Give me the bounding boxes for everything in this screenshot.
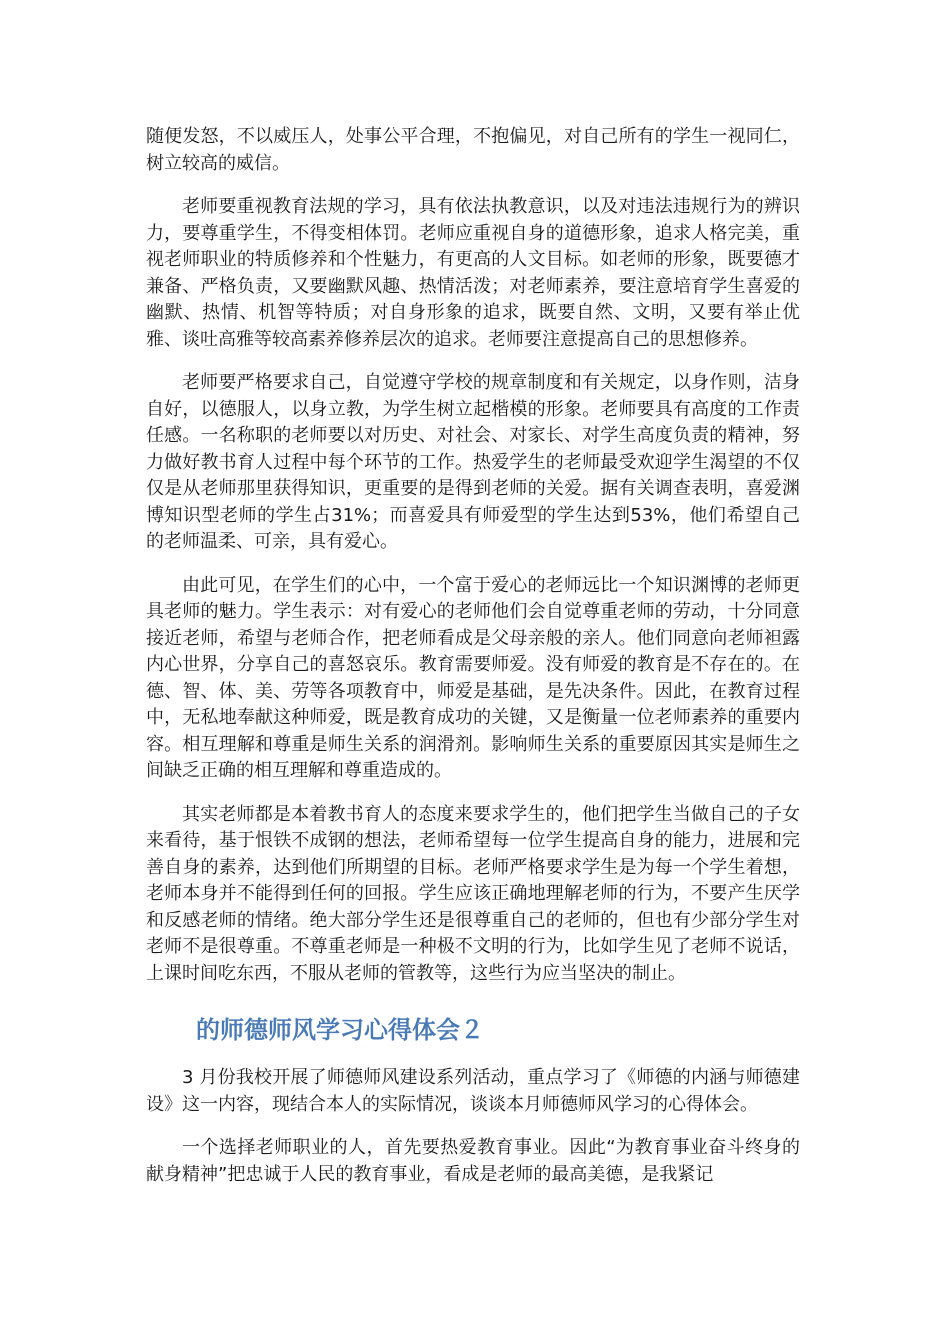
paragraph-continued: 随便发怒，不以威压人，处事公平合理，不抱偏见，对自己所有的学生一视同仁，树立较高的威信。 xyxy=(146,126,800,174)
document-body xyxy=(146,124,800,1205)
paragraph: 由此可见，在学生们的心中，一个富于爱心的老师远比一个知识渊博的老师更具老师的魅力。学生表示：对有爱心的老师他们会自觉尊重老师的劳动，十分同意接近老师，希望与老师合作，把老师看成是父母亲般的亲人。他们同意向老师袒露内心世界，分享自己的喜怒哀乐。教育需要师爱。没有师爱的教育是不存在的。在德、智、体、美、劳等各项教育中，师爱是基础，是先决条件。因此，在教育过程中，无私地奉献这种师爱，既是教育成功的关键，又是衡量一位老师素养的重要内容。相互理解和尊重是师生关系的润滑剂。影响师生关系的重要原因其实是师生之间缺乏正确的相互理解和尊重造成的。 xyxy=(146,574,800,781)
paragraph: 3 月份我校开展了师德师风建设系列活动，重点学习了《师德的内涵与师德建设》这一内容，现结合本人的实际情况，谈谈本月师德师风学习的心得体会。 xyxy=(146,1067,800,1115)
section-heading: 的师德师风学习心得体会２ xyxy=(196,1016,484,1044)
paragraph: 一个选择老师职业的人，首先要热爱教育事业。因此“为教育事业奋斗终身的献身精神”把忠诚于人民的教育事业，看成是老师的最高美德，是我紧记 xyxy=(146,1137,800,1185)
paragraph: 其实老师都是本着教书育人的态度来要求学生的，他们把学生当做自己的子女来看待，基于恨铁不成钢的想法，老师希望每一位学生提高自身的能力，进展和完善自身的素养，达到他们所期望的目标。老师严格要求学生是为每一个学生着想，老师本身并不能得到任何的回报。学生应该正确地理解老师的行为，不要产生厌学和反感老师的情绪。绝大部分学生还是很尊重自己的老师的，但也有少部分学生对老师不是很尊重。不尊重老师是一种极不文明的行为，比如学生见了老师不说话，上课时间吃东西，不服从老师的管教等，这些行为应当坚决的制止。 xyxy=(146,803,800,984)
paragraph: 老师要重视教育法规的学习，具有依法执教意识，以及对违法违规行为的辨识力，要尊重学生，不得变相体罚。老师应重视自身的道德形象，追求人格完美，重视老师职业的特质修养和个性魅力，有更高的人文目标。如老师的形象，既要德才兼备、严格负责，又要幽默风趣、热情活泼；对老师素养，要注意培育学生喜爱的幽默、热情、机智等特质；对自身形象的追求，既要自然、文明，又要有举止优雅、谈吐高雅等较高素养修养层次的追求。老师要注意提高自己的思想修养。 xyxy=(146,196,800,350)
paragraph: 老师要严格要求自己，自觉遵守学校的规章制度和有关规定，以身作则，洁身自好，以德服人，以身立教，为学生树立起楷模的形象。老师要具有高度的工作责任感。一名称职的老师要以对历史、对社会、对家长、对学生高度负责的精神，努力做好教书育人过程中每个环节的工作。热爱学生的老师最受欢迎学生渴望的不仅仅是从老师那里获得知识，更重要的是得到老师的关爱。据有关调查表明，喜爱渊博知识型老师的学生占31%；而喜爱具有师爱型的学生达到53%，他们希望自己的老师温柔、可亲，具有爱心。 xyxy=(146,372,800,552)
